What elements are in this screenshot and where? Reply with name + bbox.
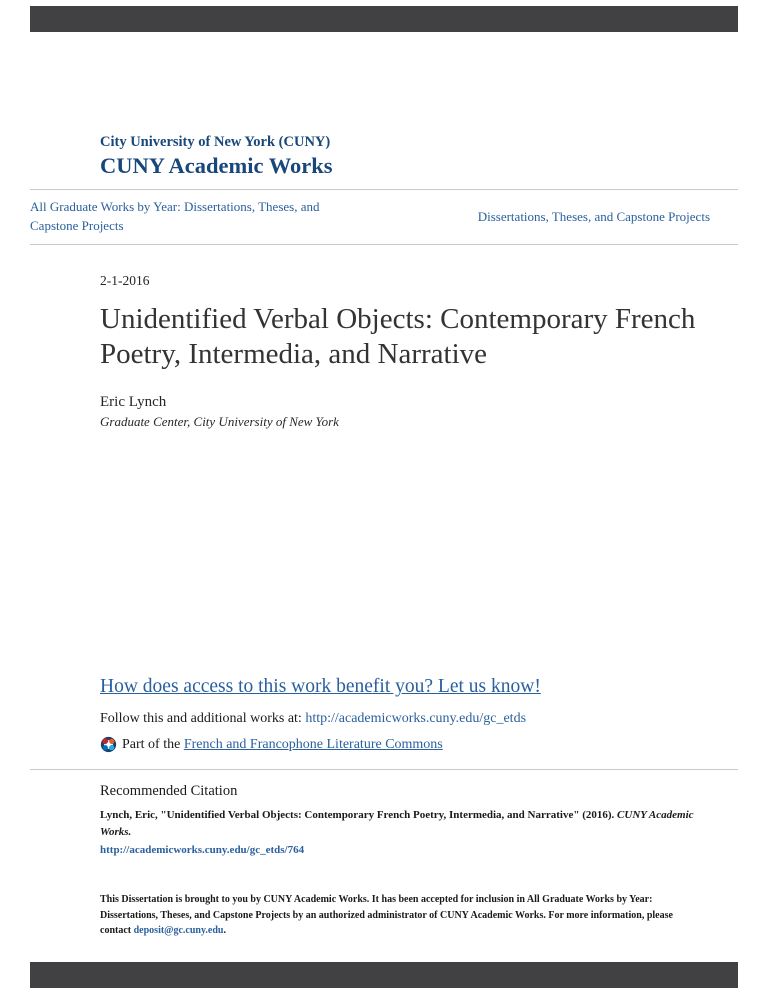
collection-link-left[interactable]: All Graduate Works by Year: Dissertations, Theses, and Capstone Projects [30,199,320,233]
citation-url-link[interactable]: http://academicworks.cuny.edu/gc_etds/764 [100,844,305,857]
institution-name: City University of New York (CUNY) [100,134,331,150]
follow-works-link[interactable]: http://academicworks.cuny.edu/gc_etds [305,711,527,727]
author-name: Eric Lynch [100,394,167,411]
collection-nav [30,190,738,244]
partof-prefix-text: Part of the [122,736,184,752]
citation-section [30,783,738,939]
footer-text: This Dissertation is brought to you by CUNY Academic Works. It has been accepted for inclusion in All Graduate Works by Year: Dissertations, Theses, and Capstone Projects by an authorized administrator of CUNY Academic Works. For more information, please contact [100,894,673,937]
divider-nav [30,244,738,245]
divider-citation [30,769,738,770]
digital-commons-icon [100,736,117,753]
article-header [30,273,738,754]
citation-heading: Recommended Citation [100,783,238,800]
collection-link-right[interactable]: Dissertations, Theses, and Capstone Projects [477,208,710,224]
benefit-survey-link[interactable]: How does access to this work benefit you? Let us know! [100,676,541,698]
bottom-edge-bar [30,962,738,988]
follow-prefix-text: Follow this and additional works at: [100,711,306,727]
citation-text [100,807,700,840]
commons-discipline-link[interactable]: French and Francophone Literature Commons [183,736,443,752]
publication-date: 2-1-2016 [100,272,150,288]
partof-text [122,737,443,753]
citation-plain-text: Lynch, Eric, "Unidentified Verbal Objects: Contemporary French Poetry, Intermedia, and Narrative" (2016). [100,809,618,822]
site-title: CUNY Academic Works [100,153,333,178]
follow-line [100,711,718,727]
footer-text-end: . [223,925,226,937]
content-area [30,0,738,939]
footer-note [100,892,685,939]
contact-email-link[interactable]: deposit@gc.cuny.edu [133,925,224,937]
masthead [30,134,738,179]
partof-line [100,736,718,753]
citation-journal-text: CUNY Academic Works. [100,809,694,838]
author-affiliation: Graduate Center, City University of New York [100,414,339,430]
article-title: Unidentified Verbal Objects: Contemporary French Poetry, Intermedia, and Narrative [100,302,696,371]
